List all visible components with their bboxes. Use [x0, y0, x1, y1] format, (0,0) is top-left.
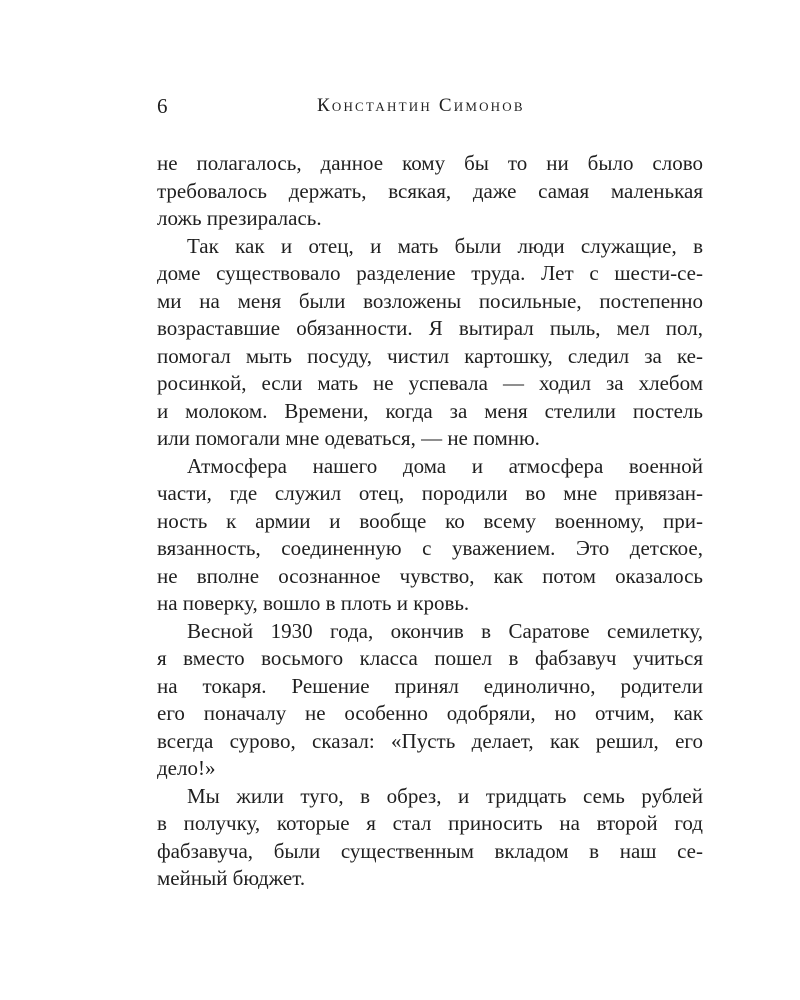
running-head-author: Константин Симонов	[317, 95, 525, 116]
text-line: на поверку, вошло в плоть и кровь.	[157, 591, 470, 615]
text-line: ложь презиралась.	[157, 206, 322, 230]
text-line: росинкой, если мать не успевала — ходил за хлебом	[157, 371, 703, 395]
page-number: 6	[157, 94, 168, 118]
text-line: дело!»	[157, 756, 216, 780]
text-line: Весной 1930 года, окончив в Саратове семилетку,	[187, 618, 703, 643]
text-line: помогал мыть посуду, чистил картошку, следил за ке-	[157, 343, 703, 368]
text-line: ность к армии и вообще ко всему военному, при-	[157, 508, 703, 533]
text-line: возраставшие обязанности. Я вытирал пыль, мел пол,	[157, 316, 703, 340]
text-line: не вполне осознанное чувство, как потом оказалось	[157, 563, 703, 588]
text-line: на токаря. Решение принял единолично, родители	[157, 673, 703, 698]
text-line: в получку, которые я стал приносить на второй год	[157, 811, 703, 835]
text-line: его поначалу не особенно одобряли, но отчим, как	[157, 701, 703, 725]
text-line: и молоком. Времени, когда за меня стелили постель	[157, 398, 703, 423]
text-line: части, где служил отец, породили во мне привязан-	[157, 481, 703, 505]
text-line: не полагалось, данное кому бы то ни было слово	[157, 151, 703, 175]
text-line: вязанность, соединенную с уважением. Это детское,	[157, 536, 703, 560]
text-line: всегда сурово, сказал: «Пусть делает, как решил, его	[157, 728, 703, 753]
text-line: Так как и отец, и мать были люди служащие, в	[187, 233, 703, 258]
text-line: или помогали мне одеваться, — не помню.	[157, 426, 540, 450]
text-line: ми на меня были возложены посильные, постепенно	[157, 288, 703, 313]
page-header	[157, 94, 703, 124]
text-line: Атмосфера нашего дома и атмосфера военной	[187, 453, 703, 478]
text-line: мейный бюджет.	[157, 866, 306, 890]
text-line: доме существовало разделение труда. Лет с шести-се-	[157, 261, 703, 285]
text-line: Мы жили туго, в обрез, и тридцать семь рублей	[187, 783, 703, 808]
body-text	[157, 150, 703, 893]
text-line: требовалось держать, всякая, даже самая маленькая	[157, 178, 703, 203]
text-line: я вместо восьмого класса пошел в фабзавуч учиться	[157, 646, 703, 670]
text-line: фабзавуча, были существенным вкладом в наш се-	[157, 838, 703, 863]
